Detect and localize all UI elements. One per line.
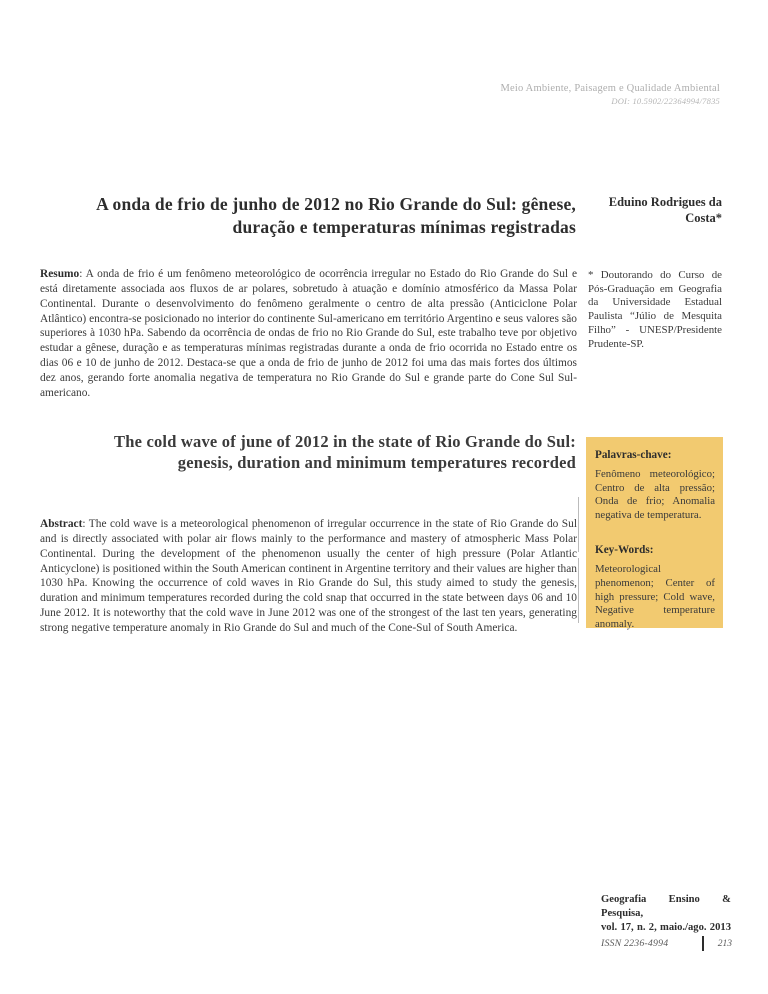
keywords-box bbox=[586, 437, 723, 628]
footer-journal-name: Geografia Ensino & Pesquisa, bbox=[601, 894, 731, 919]
journal-name-header: Meio Ambiente, Paisagem e Qualidade Ambiental bbox=[500, 83, 720, 94]
running-head bbox=[320, 83, 720, 107]
abstract-paragraph bbox=[40, 517, 577, 636]
article-title-en bbox=[40, 431, 576, 473]
divider-rule-bottom bbox=[578, 558, 579, 623]
doi-line: DOI: 10.5902/22364994/7835 bbox=[611, 96, 720, 106]
abstract-text: : The cold wave is a meteorological phenomenon of irregular occurrence in the state of Rio Grande do Sul and is directly associated with polar air flows mainly to the performance and mastery of atmospheric Mass Polar Continental. During the development of the phenomenon usually the center of high pressure (Polar Atlantic Anticyclone) is positioned within the South American continent in Argentine territory and their values are higher than 1030 hPa. Knowing the occurrence of cold waves in Rio Grande do Sul, this study aimed to study the genesis, duration and minimum temperatures recorded during the cold snap that occurred in the state between days 06 and 10 June 2012. It is noteworthy that the cold wave in June 2012 was one of the strongest of the last ten years, generating strong negative temperature anomaly in Rio Grande do Sul and much of the Cone-Sul of South America. bbox=[40, 518, 577, 634]
resumo-text: : A onda de frio é um fenômeno meteorológico de ocorrência irregular no Estado do Rio Grande do Sul e está diretamente associada aos fluxos de ar polares, sobretudo à atuação e domínio atmosférico da Massa Polar Continental. Durante o desenvolvimento do fenômeno geralmente o centro de alta pressão (Anticiclone Polar Atlântico) encontra-se posicionado no interior do continente Sul-americano em território Argentino e seus valores são superiores à 1030 hPa. Sabendo da ocorrência de ondas de frio no Rio Grande do Sul, este trabalho teve por objetivo estudar a gênese, duração e as temperaturas mínimas registradas durante a onda de frio ocorrida no Estado entre os dias 06 e 10 de junho de 2012. Destaca-se que a onda de frio de junho de 2012 foi uma das mais fortes dos últimos dez anos, gerando forte anomalia negativa de temperatura no Rio Grande do Sul e grande parte do Cone Sul Sul-americano. bbox=[40, 268, 577, 399]
keywords-text: Meteorological phenomenon; Center of high pressure; Cold wave, Negative temperature anomaly. bbox=[595, 563, 715, 630]
palavras-chave-label: Palavras-chave: bbox=[595, 449, 672, 461]
article-title-pt bbox=[40, 193, 576, 238]
article-title-pt-line2: duração e temperaturas mínimas registradas bbox=[232, 216, 576, 237]
footer-journal-info bbox=[601, 893, 731, 934]
article-title-en-line2: genesis, duration and minimum temperatures recorded bbox=[177, 453, 576, 472]
page-number: 213 bbox=[717, 939, 732, 949]
palavras-chave-text: Fenômeno meteorológico; Centro de alta pressão; Onda de frio; Anomalia negativa de temperatura. bbox=[595, 468, 715, 521]
issn-number: ISSN 2236-4994 bbox=[601, 938, 669, 949]
issn-row bbox=[601, 936, 732, 952]
article-title-pt-line1: A onda de frio de junho de 2012 no Rio Grande do Sul: gênese, bbox=[96, 194, 576, 214]
author-name: Eduino Rodrigues da Costa* bbox=[608, 195, 722, 225]
abstract-label: Abstract bbox=[40, 518, 83, 530]
keywords-label: Key-Words: bbox=[595, 544, 654, 557]
resumo-paragraph bbox=[40, 267, 577, 401]
divider-rule-top bbox=[578, 497, 579, 552]
footer-volume-line: vol. 17, n. 2, maio./ago. 2013 bbox=[601, 921, 731, 933]
article-title-en-line1: The cold wave of june of 2012 in the state of Rio Grande do Sul: bbox=[114, 432, 576, 451]
author-affiliation-note: * Doutorando do Curso de Pós-Graduação em Geografia da Universidade Estadual Paulista “Júlio de Mesquita Filho” - UNESP/Presidente Prudente-SP. bbox=[588, 269, 722, 350]
keywords-box-spacer bbox=[595, 522, 715, 544]
footer-divider-bar bbox=[702, 936, 704, 951]
resumo-label: Resumo bbox=[40, 268, 80, 280]
